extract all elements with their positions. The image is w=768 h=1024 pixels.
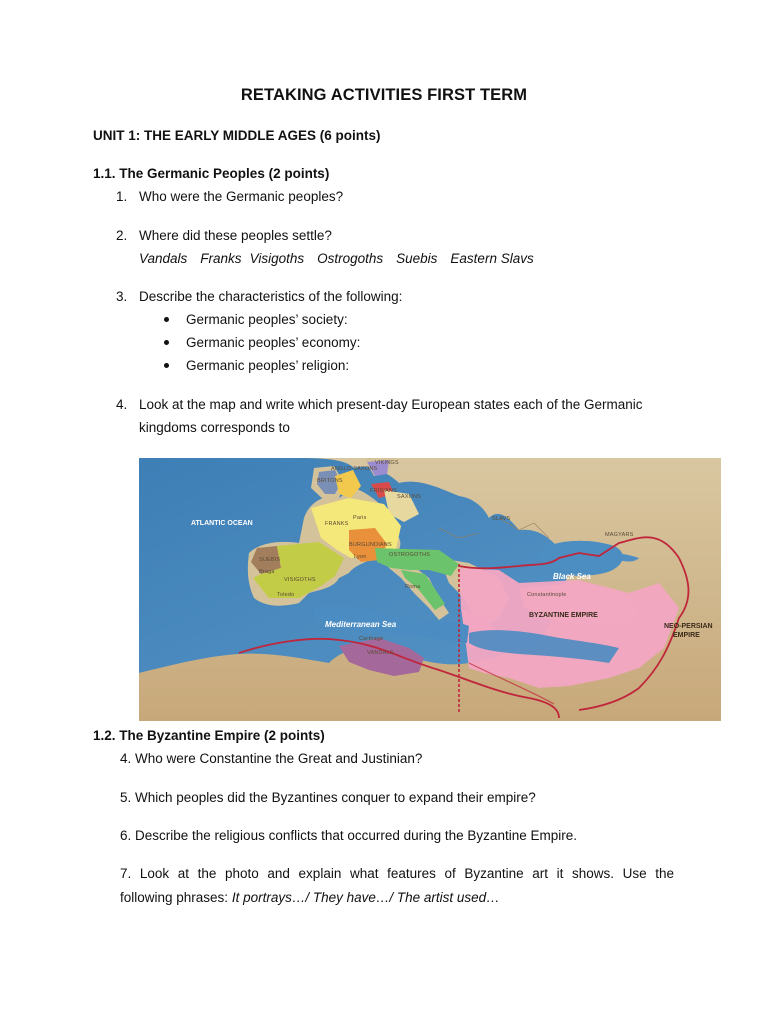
byzantine-question-7-line1: 7. Look at the photo and explain what features of Byzantine art it shows. Use the xyxy=(120,866,674,881)
people-franks: Franks xyxy=(200,251,242,266)
map-label-vandals: VANDALS xyxy=(367,650,394,656)
bullet-economy: Germanic peoples’ economy: xyxy=(186,335,361,350)
peoples-list xyxy=(139,251,547,266)
bullet-society: Germanic peoples’ society: xyxy=(186,312,348,327)
question-3-text: Describe the characteristics of the following: xyxy=(139,289,403,304)
section-heading-byzantine: 1.2. The Byzantine Empire (2 points) xyxy=(93,728,325,743)
byzantine-question-7-prefix: following phrases: xyxy=(120,890,232,905)
page-title: RETAKING ACTIVITIES FIRST TERM xyxy=(240,86,528,104)
byzantine-question-7-line2 xyxy=(120,890,500,905)
map-label-frisians: FRISIANS xyxy=(370,488,397,494)
question-2-number: 2. xyxy=(116,228,128,243)
people-eastern-slavs: Eastern Slavs xyxy=(450,251,534,266)
map-label-paris: Paris xyxy=(353,515,367,521)
map-label-ostrogoths: OSTROGOTHS xyxy=(389,552,431,558)
question-1-text: Who were the Germanic peoples? xyxy=(139,189,344,204)
question-2-text: Where did these peoples settle? xyxy=(139,228,332,243)
map-label-roma: Roma xyxy=(405,584,421,590)
bullet-icon xyxy=(164,317,169,322)
question-4-line1: Look at the map and write which present-day European states each of the Germanic xyxy=(139,397,643,412)
map-label-black-sea: Black Sea xyxy=(553,572,591,581)
byzantine-question-4: 4. Who were Constantine the Great and Justinian? xyxy=(120,751,423,766)
map-label-constantinople: Constantinople xyxy=(527,592,567,598)
map-label-neo-persian-2: EMPIRE xyxy=(673,632,700,639)
byzantine-question-5: 5. Which peoples did the Byzantines conquer to expand their empire? xyxy=(120,790,536,805)
map-label-lyon: Lyon xyxy=(354,554,367,560)
question-4-number: 4. xyxy=(116,397,128,412)
section-heading-germanic: 1.1. The Germanic Peoples (2 points) xyxy=(93,166,330,181)
map-label-britons: BRITONS xyxy=(317,478,343,484)
map-label-franks: FRANKS xyxy=(325,521,349,527)
question-4-line2: kingdoms corresponds to xyxy=(139,420,290,435)
map-label-toledo: Toledo xyxy=(277,592,295,598)
bullet-religion: Germanic peoples’ religion: xyxy=(186,358,350,373)
people-ostrogoths: Ostrogoths xyxy=(317,251,384,266)
map-label-mediterranean: Mediterranean Sea xyxy=(325,620,397,629)
byzantine-question-7-phrases: It portrays…/ They have…/ The artist used… xyxy=(231,890,500,905)
map-label-burgundians: BURGUNDIANS xyxy=(349,542,392,548)
question-1-number: 1. xyxy=(116,189,128,204)
map-label-byzantine: BYZANTINE EMPIRE xyxy=(529,612,598,619)
map-label-vikings: VIKINGS xyxy=(375,460,399,466)
germanic-kingdoms-map xyxy=(139,458,721,721)
map-label-saxons: SAXONS xyxy=(397,494,422,500)
map-label-suebis: SUEBIS xyxy=(259,557,281,563)
bullet-icon xyxy=(164,340,169,345)
map-label-neo-persian-1: NEO-PERSIAN xyxy=(664,623,713,630)
map-label-braga: Braga xyxy=(259,569,275,575)
bullet-icon xyxy=(164,363,169,368)
people-suebis: Suebis xyxy=(396,251,438,266)
people-visigoths: Visigoths xyxy=(249,251,305,266)
byzantine-question-6: 6. Describe the religious conflicts that occurred during the Byzantine Empire. xyxy=(120,828,577,843)
question-3-number: 3. xyxy=(116,289,128,304)
map-label-visigoths: VISIGOTHS xyxy=(284,577,316,583)
unit-heading: UNIT 1: THE EARLY MIDDLE AGES (6 points) xyxy=(93,128,381,143)
map-label-anglo-saxons: ANGLO-SAXONS xyxy=(331,466,378,472)
map-label-carthage: Carthage xyxy=(359,636,384,642)
map-label-slavs: SLAVS xyxy=(492,516,511,522)
map-label-atlantic: ATLANTIC OCEAN xyxy=(191,520,253,527)
people-vandals: Vandals xyxy=(139,251,188,266)
map-label-magyars: MAGYARS xyxy=(605,532,634,538)
